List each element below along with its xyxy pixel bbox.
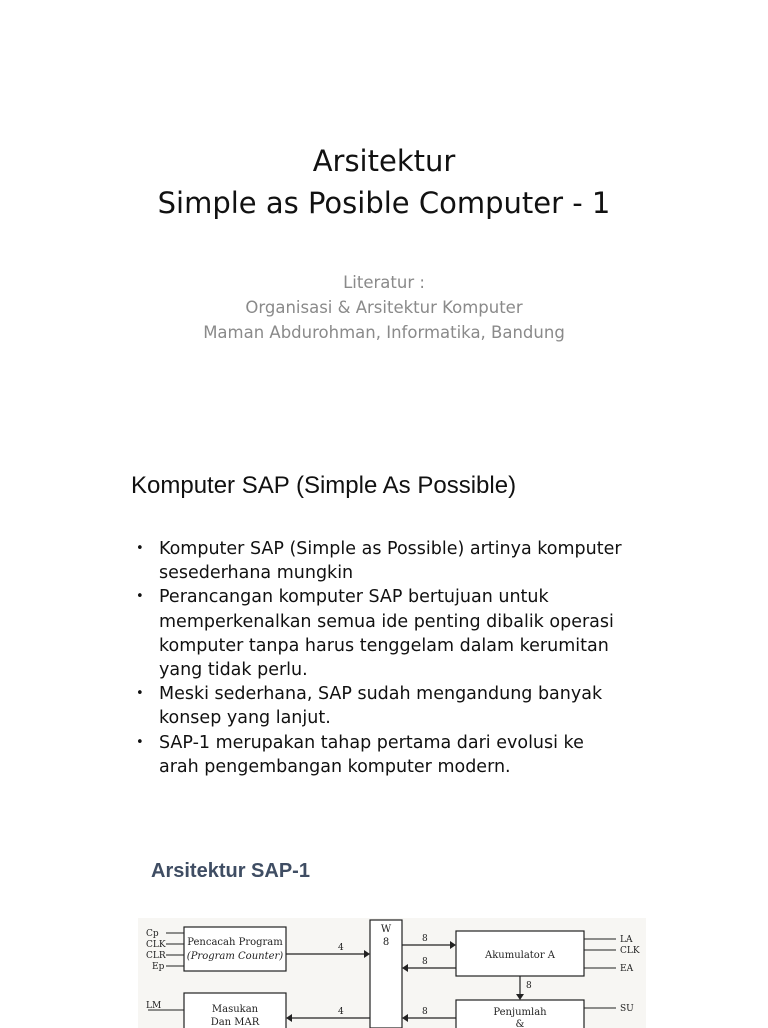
width-label: 8 <box>526 981 532 991</box>
mar-sublabel: Dan MAR <box>210 1017 260 1028</box>
bullet-icon: • <box>136 589 144 605</box>
bullet-item <box>134 537 654 585</box>
arrowhead-icon <box>364 950 370 958</box>
arrowhead-icon <box>450 941 456 949</box>
width-label: 4 <box>338 1007 344 1017</box>
width-label: 8 <box>422 957 428 967</box>
bullet-line: Komputer SAP (Simple as Possible) artinya komputer <box>159 539 622 559</box>
mar-label: Masukan <box>211 1004 259 1015</box>
signal-clk: CLK <box>620 946 640 956</box>
pc-label: Pencacah Program <box>187 937 283 948</box>
sap-intro-slide <box>0 430 768 870</box>
width-label: 8 <box>422 934 428 944</box>
arrowhead-icon <box>402 964 408 972</box>
pc-signal-lines <box>166 933 184 966</box>
bullet-icon: • <box>136 734 144 750</box>
sap1-architecture-slide <box>0 860 768 1028</box>
bullet-line: Meski sederhana, SAP sudah mengandung banyak <box>159 684 603 705</box>
literature-reference <box>0 270 768 345</box>
bullet-item <box>134 731 654 779</box>
bullet-icon: • <box>136 686 144 702</box>
width-label: 4 <box>338 943 344 953</box>
block-diagram-svg <box>138 918 646 1028</box>
accumulator-label: Akumulator A <box>484 950 556 961</box>
slide-title <box>0 140 768 224</box>
bullet-line: Perancangan komputer SAP bertujuan untuk <box>159 587 549 608</box>
signal-ep: Ep <box>152 962 165 972</box>
title-line-2: Simple as Posible Computer - 1 <box>157 186 611 220</box>
bullet-line: sesederhana mungkin <box>159 563 354 584</box>
bus-width: 8 <box>382 937 390 948</box>
signal-clr: CLR <box>146 951 166 961</box>
bullet-item <box>134 682 654 730</box>
arrowhead-icon <box>402 1014 408 1022</box>
subtitle-line: Organisasi & Arsitektur Komputer <box>245 298 523 317</box>
slide-heading: Arsitektur SAP-1 <box>151 860 310 882</box>
signal-clk: CLK <box>146 940 166 950</box>
slide-heading: Komputer SAP (Simple As Possible) <box>131 472 517 499</box>
bus-label: W <box>380 924 392 935</box>
subtitle-line: Literatur : <box>343 273 425 292</box>
title-line-1: Arsitektur <box>312 144 456 178</box>
sap1-block-diagram <box>138 918 646 1028</box>
arrowhead-icon <box>286 1014 292 1022</box>
adder-sublabel: & <box>515 1019 525 1028</box>
bullet-item <box>134 585 654 682</box>
bullet-list <box>134 537 654 779</box>
subtitle-line: Maman Abdurohman, Informatika, Bandung <box>203 323 565 342</box>
signal-lm: LM <box>146 1001 162 1011</box>
bullet-line: SAP-1 merupakan tahap pertama dari evolusi ke <box>159 732 584 753</box>
signal-ea: EA <box>620 964 634 974</box>
bullet-line: arah pengembangan komputer modern. <box>159 756 511 777</box>
signal-su: SU <box>620 1004 634 1014</box>
adder-label: Penjumlah <box>493 1007 547 1018</box>
signal-la: LA <box>620 935 633 945</box>
title-slide <box>0 0 768 430</box>
pc-signal-labels <box>146 929 166 972</box>
signal-cp: Cp <box>146 929 159 939</box>
program-counter-block <box>184 927 286 971</box>
bullet-line: yang tidak perlu. <box>159 660 308 681</box>
bullet-line: komputer tanpa harus tenggelam dalam kerumitan <box>159 635 609 656</box>
width-label: 8 <box>422 1007 428 1017</box>
bullet-line: memperkenalkan semua ide penting dibalik operasi <box>159 611 614 632</box>
acc-signal-lines <box>584 939 616 968</box>
arrowhead-icon <box>516 994 524 1000</box>
bullet-line: konsep yang lanjut. <box>159 708 331 729</box>
pc-sublabel: (Program Counter) <box>186 951 284 962</box>
acc-signal-labels <box>620 935 640 974</box>
bullet-icon: • <box>136 541 144 556</box>
